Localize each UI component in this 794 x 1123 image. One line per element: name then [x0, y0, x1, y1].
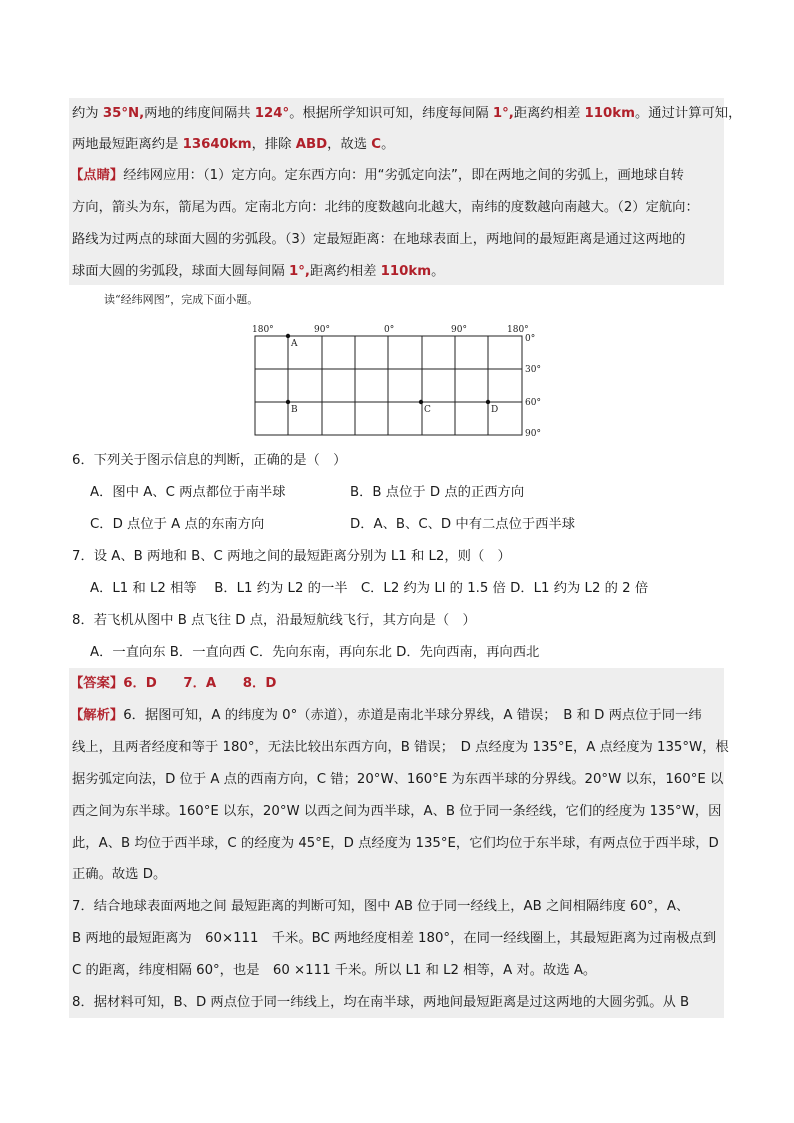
point-a-marker [286, 334, 290, 338]
lon-label-180-right: 180° [507, 325, 529, 335]
answer-line [70, 674, 276, 694]
lon-label-90-left: 90° [314, 325, 330, 335]
analysis-line-5: 此，A、B 均位于西半球，C 的经度为 45°E，D 点经度为 135°E，它们均位于东半球，有两点位于西半球，D [72, 836, 719, 851]
analysis-q7-line-3: C 的距离，纬度相隔 60°，也是 60 ×111 千米。所以 L1 和 L2 相等，A 对。故选 A。 [72, 963, 597, 978]
analysis-q7-line-2: B 两地的最短距离为 60×111 千米。BC 两地经度相差 180°，在同一经线圈上，其最短距离为过南极点到 [72, 931, 717, 946]
prev-answer-shade [69, 98, 724, 285]
text: 约为 [72, 106, 103, 121]
lat-label-30: 30° [525, 365, 541, 375]
analysis-line-6: 正确。故选 D。 [72, 867, 167, 882]
graticule-map [240, 320, 550, 440]
text: 13640km [182, 137, 252, 152]
instruction: 读“经纬网图”，完成下面小题。 [104, 293, 259, 306]
text: 距离约相差 [513, 106, 585, 121]
point-c-label: C [424, 405, 431, 415]
answer-label: 【答案】 [70, 676, 124, 691]
prev-answer-line-2 [72, 135, 394, 155]
analysis-q8-line-1: 8．据材料可知，B、D 两点位于同一纬线上，均在南半球，两地间最短距离是过这两地的大圆劣弧。从 B [72, 995, 690, 1010]
text: 。根据所学知识可知，纬度每间隔 [289, 106, 493, 121]
q6-option-c: C．D 点位于 A 点的东南方向 [90, 517, 265, 532]
text: 6．据图可知，A 的纬度为 0°（赤道），赤道是南北半球分界线，A 错误； B 和 D 两点位于同一纬 [123, 708, 702, 723]
text: ，故选 [327, 137, 372, 152]
tip-line-2: 方向，箭头为东，箭尾为西。定南北方向：北纬的度数越向北越大，南纬的度数越向南越大。（2）定航向： [72, 200, 699, 215]
text: 110km [380, 264, 432, 279]
q6-option-b: B．B 点位于 D 点的正西方向 [350, 485, 525, 500]
point-c-marker [419, 400, 423, 404]
text: 35°N, [102, 106, 145, 121]
text: 球面大圆的劣弧段，球面大圆每间隔 [72, 264, 289, 279]
text: C [371, 137, 382, 152]
analysis-line-3: 据劣弧定向法，D 位于 A 点的西南方向，C 错；20°W、160°E 为东西半球的分界线。20°W 以东，160°E 以 [72, 772, 724, 787]
q8-options: A．一直向东 B．一直向西 C．先向东南，再向东北 D．先向西南，再向西北 [90, 645, 540, 660]
tip-line-1 [70, 166, 684, 186]
tip-line-3: 路线为过两点的球面大圆的劣弧段。（3）定最短距离：在地球表面上，两地间的最短距离是通过这两地的 [72, 232, 686, 247]
text: 。通过计算可知， [635, 106, 742, 121]
text: 124° [254, 106, 290, 121]
q7-options: A．L1 和 L2 相等 B．L1 约为 L2 的一半 C．L2 约为 Ll 的 1.5 倍 D．L1 约为 L2 的 2 倍 [90, 581, 649, 596]
point-b-marker [286, 400, 290, 404]
text: 。 [381, 137, 395, 152]
text: ABD [295, 137, 328, 152]
point-d-label: D [491, 405, 499, 415]
tip-label: 【点睛】 [70, 168, 124, 183]
lon-label-0: 0° [384, 325, 395, 335]
text: 1°, [492, 106, 514, 121]
tip-line-4 [72, 262, 444, 282]
analysis-line-2: 线上，且两者经度和等于 180°，无法比较出东西方向，B 错误； D 点经度为 135°E，A 点经度为 135°W，根 [72, 740, 729, 755]
text: 两地最短距离约是 [72, 137, 183, 152]
lat-label-60: 60° [525, 398, 541, 408]
q7-stem: 7．设 A、B 两地和 B、C 两地之间的最短距离分别为 L1 和 L2，则（ ） [72, 549, 511, 564]
analysis-line-4: 西之间为东半球。160°E 以东，20°W 以西之间为西半球，A、B 位于同一条经线，它们的经度为 135°W，因 [72, 804, 722, 819]
point-a-label: A [291, 339, 298, 349]
text: 1°, [288, 264, 310, 279]
q6-option-a: A．图中 A、C 两点都位于南半球 [90, 485, 286, 500]
analysis-line-1 [70, 706, 702, 726]
text: ，排除 [251, 137, 296, 152]
q8-stem: 8．若飞机从图中 B 点飞往 D 点，沿最短航线飞行，其方向是（ ） [72, 613, 476, 628]
text: 两地的纬度间隔共 [144, 106, 255, 121]
q6-stem: 6．下列关于图示信息的判断，正确的是（ ） [72, 453, 347, 468]
text: 距离约相差 [309, 264, 381, 279]
answer-text: 6．D 7．A 8．D [123, 676, 277, 691]
prev-answer-line-1 [72, 104, 741, 124]
analysis-q7-line-1: 7．结合地球表面两地之间 最短距离的判断可知，图中 AB 位于同一经线上，AB 之间相隔纬度 60°，A、 [72, 899, 690, 914]
point-b-label: B [291, 405, 298, 415]
analysis-label: 【解析】 [70, 708, 124, 723]
q6-option-d: D．A、B、C、D 中有二点位于西半球 [350, 517, 576, 532]
text: 经纬网应用：（1）定方向。定东西方向：用“劣弧定向法”，即在两地之间的劣弧上，画地球自转 [123, 168, 684, 183]
map-grid [255, 336, 522, 435]
lon-label-90-right: 90° [451, 325, 467, 335]
lon-label-180-left: 180° [252, 325, 274, 335]
text: 110km [584, 106, 636, 121]
lat-label-0: 0° [525, 334, 536, 344]
lat-label-90: 90° [525, 429, 541, 439]
text: 。 [431, 264, 445, 279]
point-d-marker [486, 400, 490, 404]
